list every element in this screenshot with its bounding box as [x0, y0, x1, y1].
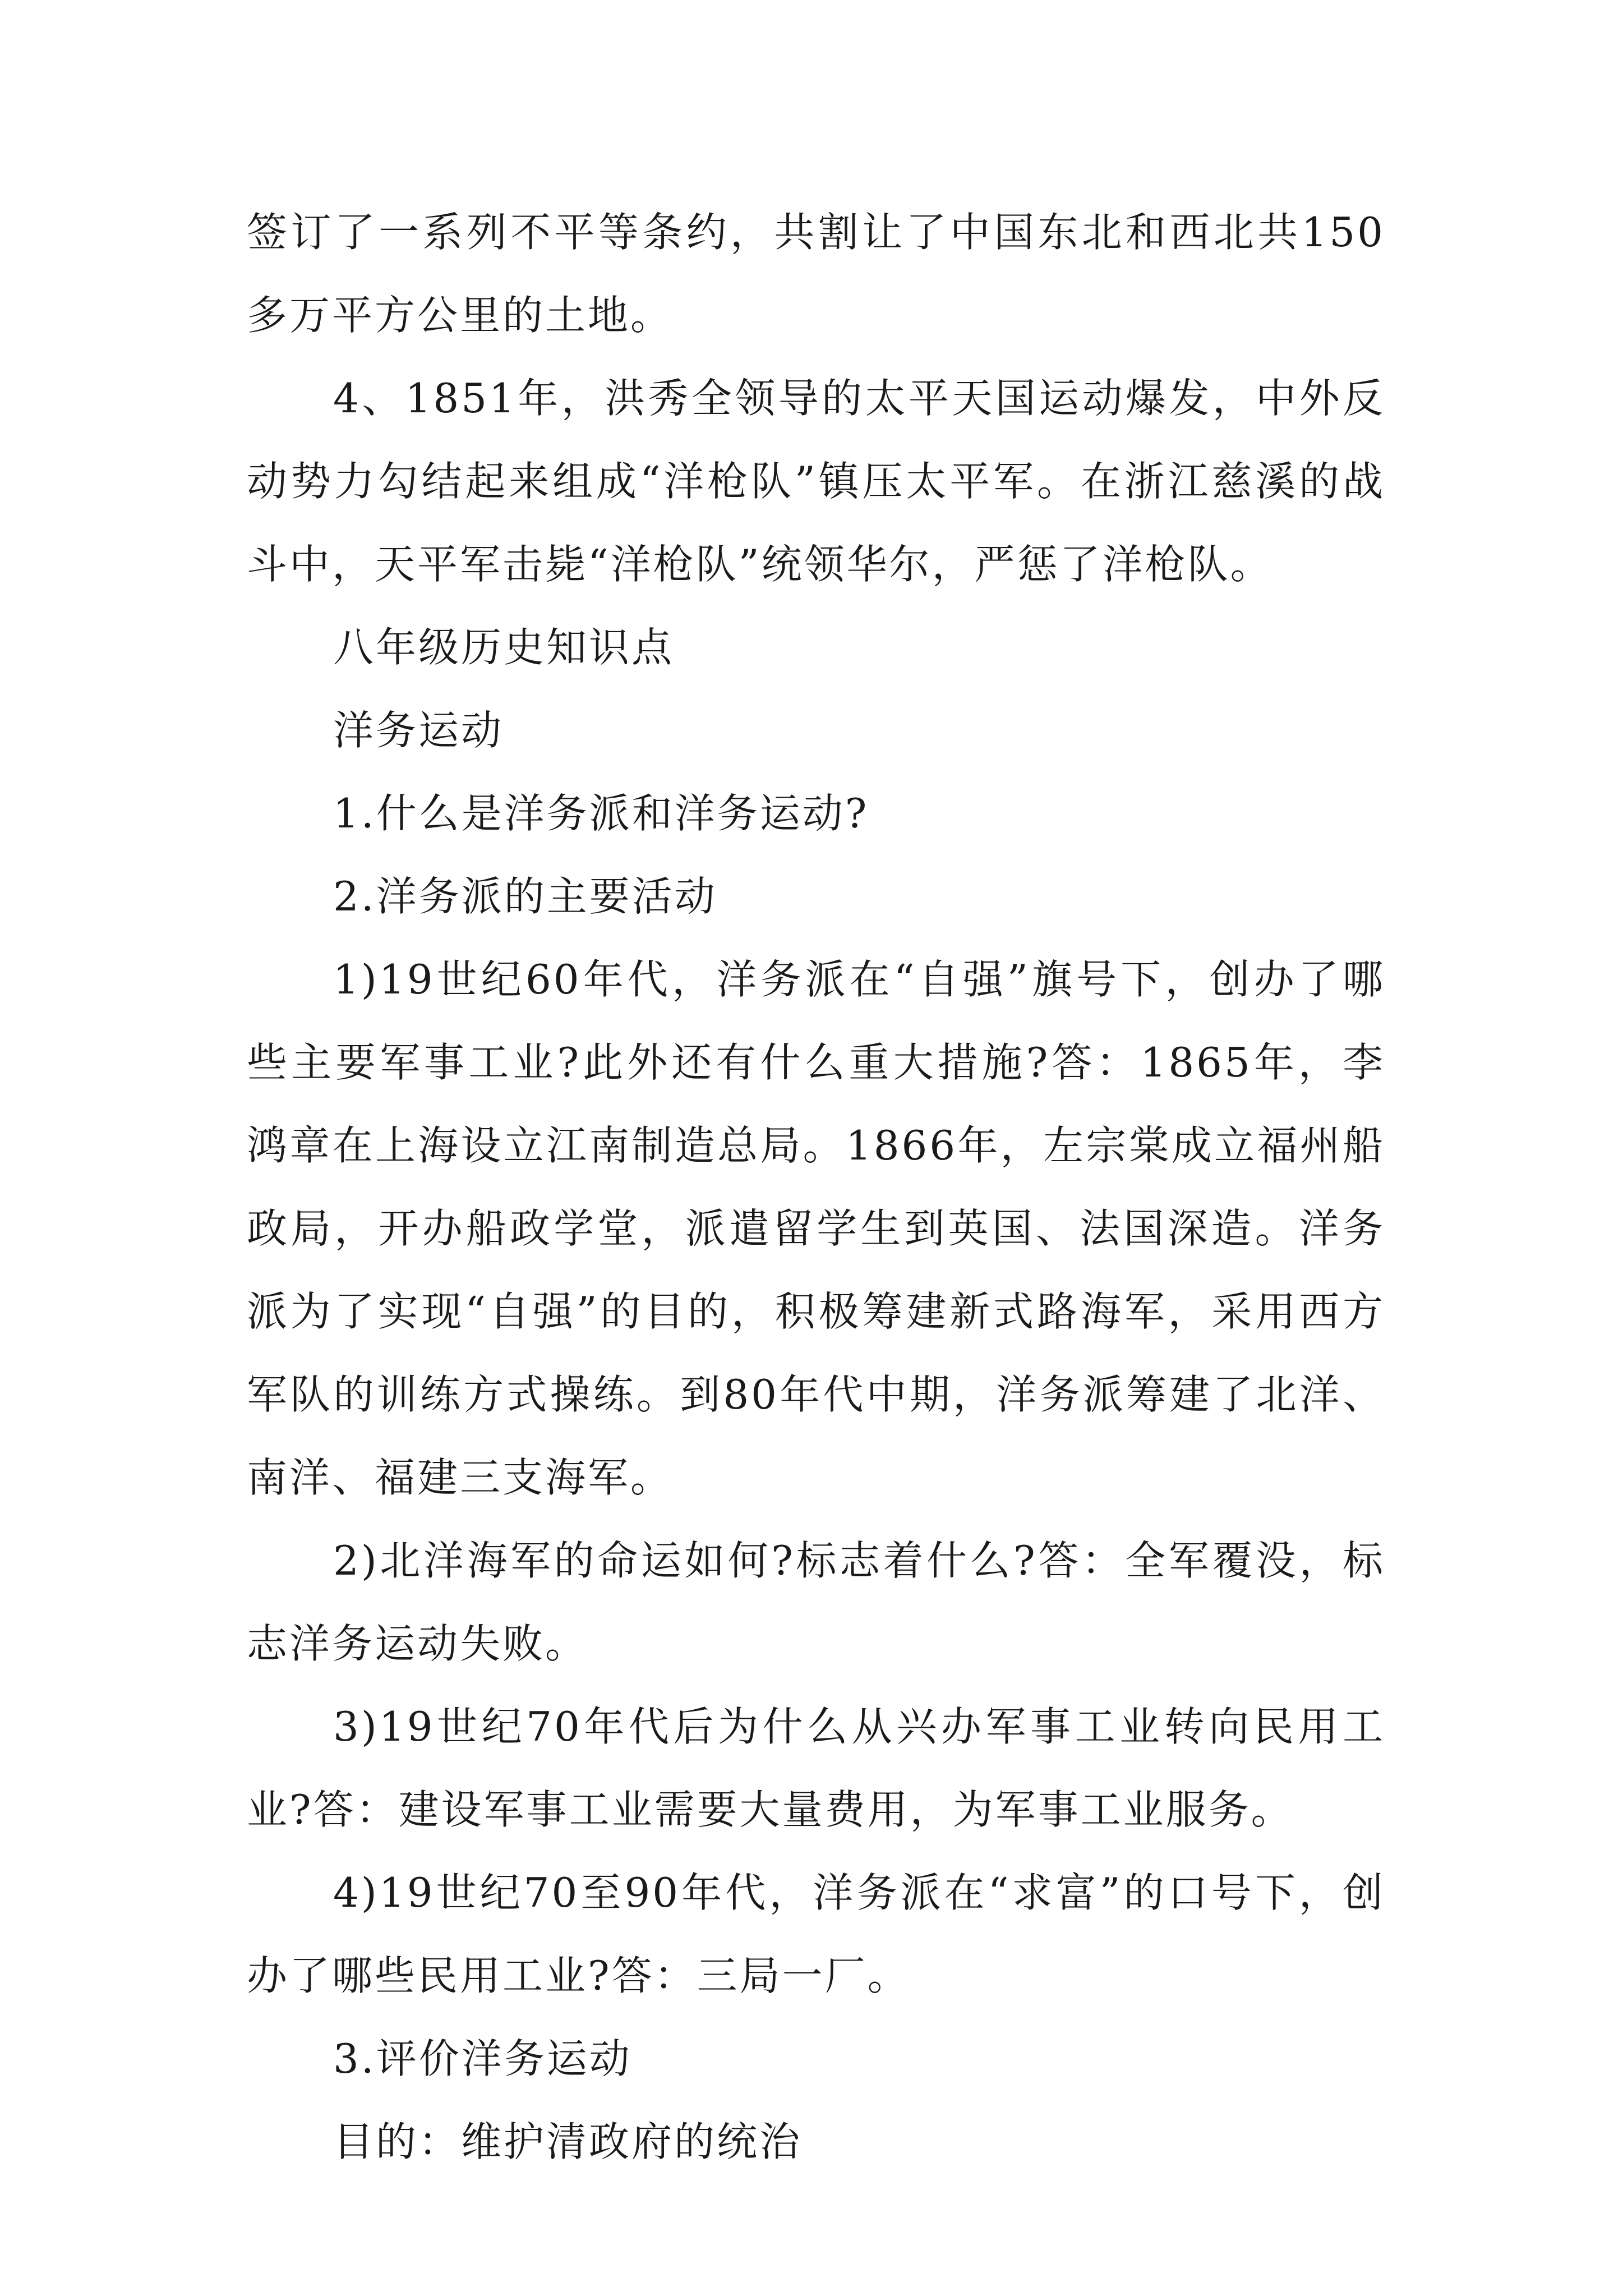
- paragraph-military-industry: 1)19世纪60年代，洋务派在“自强”旗号下，创办了哪些主要军事工业?此外还有什么重大措施?答：1865年，李鸿章在上海设立江南制造总局。1866年，左宗棠成立福州船政局，开办船政学堂，派遣留学生到英国、法国深造。洋务派为了实现“自强”的目的，积极筹建新式路海军，采用西方军队的训练方式操练。到80年代中期，洋务派筹建了北洋、南洋、福建三支海军。: [247, 956, 1385, 1501]
- paragraph-civil-industry-shift: 3)19世纪70年代后为什么从兴办军事工业转向民用工业?答：建设军事工业需要大量费用，为军事工业服务。: [247, 1703, 1385, 1833]
- paragraph-purpose: 目的：维护清政府的统治: [333, 2118, 803, 2165]
- document-body: [247, 191, 1385, 2183]
- question-1-what-is-westernization: 1.什么是洋务派和洋务运动?: [333, 790, 869, 837]
- section-heading-grade8-history: 八年级历史知识点: [333, 624, 675, 671]
- paragraph-beiyang-fleet: 2)北洋海军的命运如何?标志着什么?答：全军覆没，标志洋务运动失败。: [247, 1537, 1385, 1667]
- paragraph-seeking-wealth: 4)19世纪70至90年代，洋务派在“求富”的口号下，创办了哪些民用工业?答：三局一厂。: [247, 1869, 1385, 1999]
- question-3-evaluation: 3.评价洋务运动: [333, 2035, 632, 2082]
- paragraph-taiping-movement: 4、1851年，洪秀全领导的太平天国运动爆发，中外反动势力勾结起来组成“洋枪队”镇压太平军。在浙江慈溪的战斗中，天平军击毙“洋枪队”统领华尔，严惩了洋枪队。: [247, 375, 1385, 588]
- section-heading-westernization-movement: 洋务运动: [333, 707, 504, 754]
- question-2-main-activities: 2.洋务派的主要活动: [333, 873, 717, 920]
- paragraph-treaty-continuation: 签订了一系列不平等条约，共割让了中国东北和西北共150多万平方公里的土地。: [247, 209, 1385, 339]
